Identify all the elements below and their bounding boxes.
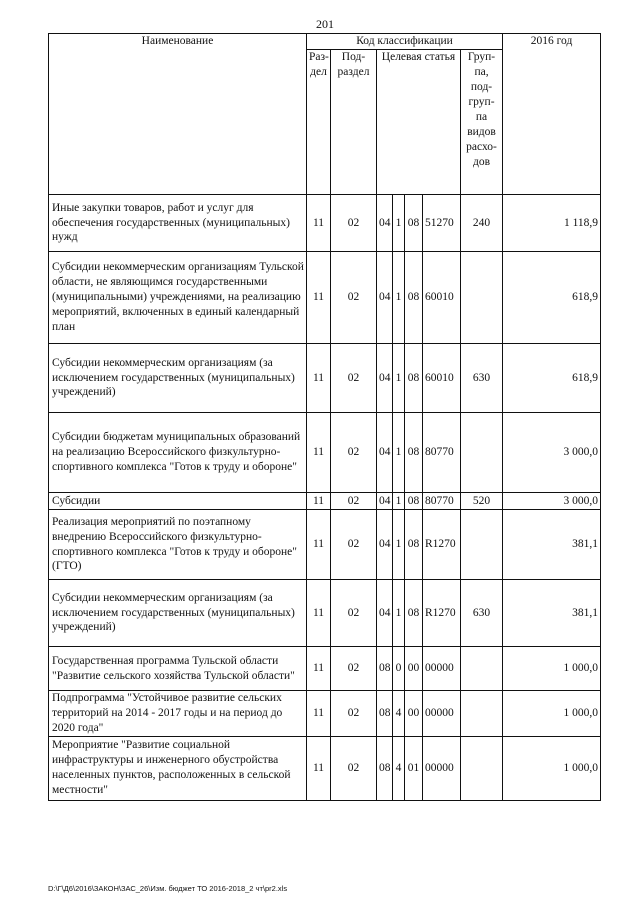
row-amount: 3 000,0 [503, 493, 601, 510]
row-amount: 381,1 [503, 580, 601, 647]
budget-table [48, 33, 601, 801]
row-target-2: 1 [393, 580, 405, 647]
row-section: 11 [307, 647, 331, 691]
row-group: 630 [461, 344, 503, 413]
row-section: 11 [307, 195, 331, 252]
row-target-3: 08 [405, 580, 423, 647]
rows-body [49, 195, 601, 801]
row-target-4: 80770 [423, 493, 461, 510]
row-target-1: 04 [377, 510, 393, 580]
row-section: 11 [307, 736, 331, 800]
row-target-1: 08 [377, 736, 393, 800]
row-name: Государственная программа Тульской области "Развитие сельского хозяйства Тульской области" [49, 647, 307, 691]
row-target-4: 60010 [423, 344, 461, 413]
table-row [49, 647, 601, 691]
row-name: Реализация мероприятий по поэтапному внедрению Всероссийского физкультурно-спортивного комплекса "Готов к труду и обороне" (ГТО) [49, 510, 307, 580]
row-subsection: 02 [331, 493, 377, 510]
row-target-2: 1 [393, 344, 405, 413]
header-section: Раз- дел [307, 50, 331, 195]
row-section: 11 [307, 510, 331, 580]
row-target-1: 04 [377, 493, 393, 510]
row-name: Субсидии некоммерческим организациям (за исключением государственных (муниципальных) учреждений) [49, 344, 307, 413]
row-subsection: 02 [331, 195, 377, 252]
table-row [49, 736, 601, 800]
row-group: 240 [461, 195, 503, 252]
row-group [461, 691, 503, 737]
row-subsection: 02 [331, 344, 377, 413]
row-group [461, 647, 503, 691]
row-name: Субсидии некоммерческим организациям Тульской области, не являющимся государственными (муниципальными) учреждениями, на реализацию мероприятий, включенных в единый календарный план [49, 252, 307, 344]
row-target-2: 4 [393, 736, 405, 800]
row-target-3: 01 [405, 736, 423, 800]
header-target-article: Целевая статья [377, 50, 461, 195]
row-section: 11 [307, 580, 331, 647]
row-target-3: 08 [405, 344, 423, 413]
row-target-1: 04 [377, 195, 393, 252]
row-target-1: 08 [377, 691, 393, 737]
row-target-3: 00 [405, 691, 423, 737]
row-amount: 1 118,9 [503, 195, 601, 252]
row-name: Подпрограмма "Устойчивое развитие сельских территорий на 2014 - 2017 годы и на период до 2020 года" [49, 691, 307, 737]
row-name: Субсидии [49, 493, 307, 510]
row-subsection: 02 [331, 413, 377, 493]
row-target-4: 80770 [423, 413, 461, 493]
row-target-2: 1 [393, 252, 405, 344]
file-path-footer: D:\Г\Д6\2016\ЗАКОН\ЗАС_26\Изм. бюджет ТО 2016-2018_2 чт\pr2.xls [48, 884, 288, 893]
row-target-1: 04 [377, 252, 393, 344]
row-target-3: 08 [405, 413, 423, 493]
row-section: 11 [307, 691, 331, 737]
row-name: Субсидии некоммерческим организациям (за исключением государственных (муниципальных) учреждений) [49, 580, 307, 647]
row-section: 11 [307, 252, 331, 344]
row-group: 630 [461, 580, 503, 647]
row-target-2: 1 [393, 510, 405, 580]
row-target-4: 00000 [423, 647, 461, 691]
row-target-4: 51270 [423, 195, 461, 252]
header-subsection: Под- раздел [331, 50, 377, 195]
row-target-4: R1270 [423, 580, 461, 647]
header-year: 2016 год [503, 34, 601, 195]
row-target-3: 08 [405, 252, 423, 344]
table-row [49, 510, 601, 580]
row-target-2: 0 [393, 647, 405, 691]
row-target-3: 08 [405, 195, 423, 252]
row-amount: 618,9 [503, 252, 601, 344]
row-subsection: 02 [331, 736, 377, 800]
table-row [49, 691, 601, 737]
row-subsection: 02 [331, 580, 377, 647]
row-amount: 1 000,0 [503, 691, 601, 737]
row-target-3: 08 [405, 510, 423, 580]
row-amount: 1 000,0 [503, 736, 601, 800]
row-target-3: 00 [405, 647, 423, 691]
row-section: 11 [307, 344, 331, 413]
table-row [49, 493, 601, 510]
row-target-1: 04 [377, 580, 393, 647]
row-section: 11 [307, 493, 331, 510]
row-amount: 3 000,0 [503, 413, 601, 493]
row-target-2: 1 [393, 195, 405, 252]
header-name: Наименование [49, 34, 307, 195]
row-target-4: R1270 [423, 510, 461, 580]
row-group [461, 252, 503, 344]
page-number: 201 [316, 17, 334, 31]
table-row [49, 195, 601, 252]
row-subsection: 02 [331, 252, 377, 344]
header-expense-group: Груп- па, под- груп- па видов расхо- дов [461, 50, 503, 195]
table-row [49, 580, 601, 647]
row-group [461, 510, 503, 580]
row-group: 520 [461, 493, 503, 510]
table-row [49, 413, 601, 493]
table-row [49, 344, 601, 413]
row-name: Мероприятие "Развитие социальной инфраструктуры и инженерного обустройства населенных пунктов, расположенных в сельской местности" [49, 736, 307, 800]
row-target-2: 1 [393, 413, 405, 493]
row-name: Субсидии бюджетам муниципальных образований на реализацию Всероссийского физкультурно-спортивного комплекса "Готов к труду и обороне" [49, 413, 307, 493]
header-row-top [49, 34, 601, 50]
row-target-4: 00000 [423, 691, 461, 737]
row-target-1: 04 [377, 413, 393, 493]
row-target-2: 1 [393, 493, 405, 510]
row-amount: 381,1 [503, 510, 601, 580]
header-classification: Код классификации [307, 34, 503, 50]
row-name: Иные закупки товаров, работ и услуг для обеспечения государственных (муниципальных) нужд [49, 195, 307, 252]
row-target-2: 4 [393, 691, 405, 737]
row-group [461, 736, 503, 800]
row-subsection: 02 [331, 647, 377, 691]
row-amount: 618,9 [503, 344, 601, 413]
row-subsection: 02 [331, 691, 377, 737]
row-group [461, 413, 503, 493]
row-target-1: 08 [377, 647, 393, 691]
row-subsection: 02 [331, 510, 377, 580]
row-target-4: 00000 [423, 736, 461, 800]
row-amount: 1 000,0 [503, 647, 601, 691]
row-target-4: 60010 [423, 252, 461, 344]
row-target-1: 04 [377, 344, 393, 413]
table-row [49, 252, 601, 344]
row-section: 11 [307, 413, 331, 493]
row-target-3: 08 [405, 493, 423, 510]
